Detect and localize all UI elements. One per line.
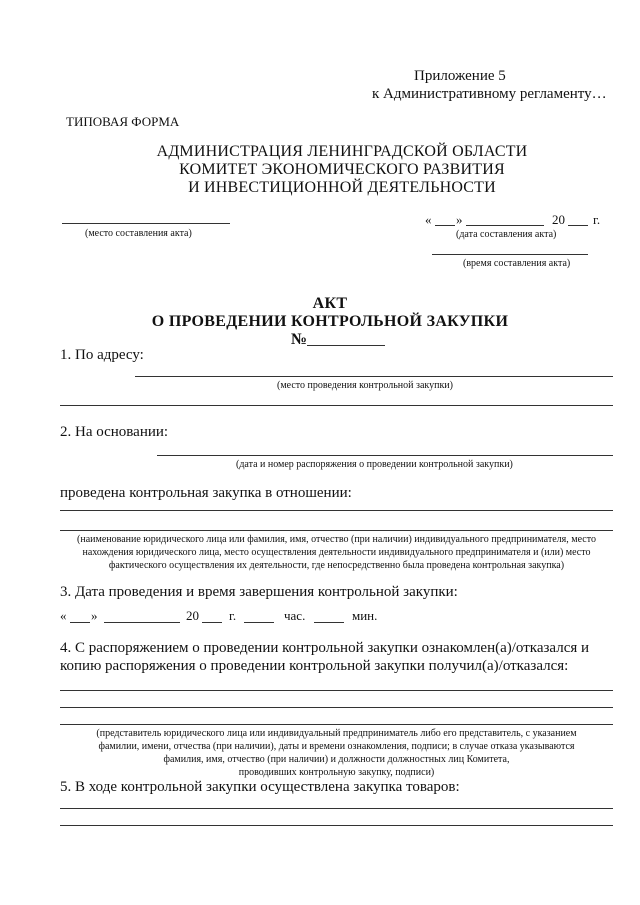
section-4-line-1: 4. С распоряжением о проведении контрольной закупки ознакомлен(а)/отказался и [60,640,590,656]
appendix-line-1: Приложение 5 [414,68,506,84]
conducted-caption-line-2: нахождения юридического лица, место осуществления деятельности индивидуального предпринимателя и (или) место [82,547,591,558]
section-4-caption-line-3: фамилия, имя, отчество (при наличии) и должности должностных лиц Комитета, [163,754,510,765]
section-4-line-2: копию распоряжения о проведении контрольной закупки получил(а)/отказался: [60,658,569,674]
section-2-line[interactable] [157,455,613,456]
section-5-label: 5. В ходе контрольной закупки осуществлена закупка товаров: [60,779,460,795]
conducted-caption-line-3: фактического осуществления их деятельности, где непосредственно была проведена контрольная закупка) [108,560,565,571]
section-3-minutes-label: мин. [352,608,378,623]
conducted-line-2[interactable] [60,530,613,531]
section-3-hours-line[interactable] [244,622,274,623]
section-3-year-suffix: г. [229,608,237,623]
place-caption: (место составления акта) [85,228,192,239]
act-title-line-2: О ПРОВЕДЕНИИ КОНТРОЛЬНОЙ ЗАКУПКИ [151,313,509,330]
section-4-fill-line-1[interactable] [60,690,613,691]
section-3-open-quote: « [60,608,67,623]
section-3-minutes-line[interactable] [314,622,344,623]
section-3-label: 3. Дата проведения и время завершения контрольной закупки: [60,584,458,600]
section-1-caption: (место проведения контрольной закупки) [277,380,453,391]
section-3-close-quote: » [91,608,98,623]
conducted-label: проведена контрольная закупка в отношении: [60,485,352,501]
section-4-caption-line-4: проводивших контрольную закупку, подписи) [238,767,435,778]
date-month-line[interactable] [466,225,544,226]
time-line[interactable] [432,254,588,255]
appendix-line-2: к Административному регламенту… [372,86,607,102]
section-1-label: 1. По адресу: [60,347,144,363]
section-2-caption: (дата и номер распоряжения о проведении контрольной закупки) [236,459,513,470]
date-open-quote: « [425,212,432,227]
date-day-line[interactable] [435,225,455,226]
organization-line-1: АДМИНИСТРАЦИЯ ЛЕНИНГРАДСКОЙ ОБЛАСТИ [156,143,528,160]
date-year-prefix: 20 [552,212,565,227]
section-3-year-line[interactable] [202,622,222,623]
form-type-label: ТИПОВАЯ ФОРМА [66,114,180,129]
act-number-line[interactable] [307,345,385,346]
section-5-fill-line-1[interactable] [60,808,613,809]
organization-line-3: И ИНВЕСТИЦИОННОЙ ДЕЯТЕЛЬНОСТИ [188,179,496,196]
section-4-fill-line-2[interactable] [60,707,613,708]
section-4-caption-line-1: (представитель юридического лица или индивидуальный предприниматель либо его представитель, с указанием [96,728,577,739]
place-line[interactable] [62,223,230,224]
section-3-month-line[interactable] [104,622,180,623]
act-number-sign: № [291,331,308,348]
section-2-label: 2. На основании: [60,424,169,440]
conducted-caption-line-1: (наименование юридического лица или фамилия, имя, отчество (при наличии) индивидуального предпринимателя, место [77,534,596,545]
date-year-line[interactable] [568,225,588,226]
date-caption: (дата составления акта) [456,229,557,240]
time-caption: (время составления акта) [463,258,571,269]
section-3-day-line[interactable] [70,622,90,623]
section-1-line-2[interactable] [60,405,613,406]
organization-line-2: КОМИТЕТ ЭКОНОМИЧЕСКОГО РАЗВИТИЯ [179,161,505,178]
section-3-year-prefix: 20 [186,608,199,623]
section-5-fill-line-2[interactable] [60,825,613,826]
date-close-quote: » [456,212,463,227]
date-year-suffix: г. [593,212,601,227]
section-1-line[interactable] [135,376,613,377]
section-4-fill-line-3[interactable] [60,724,613,725]
section-3-hours-label: час. [284,608,306,623]
conducted-line-1[interactable] [60,510,613,511]
section-4-caption-line-2: фамилии, имени, отчества (при наличии), даты и времени ознакомления, подписи; в случае отказа указываются [98,741,575,752]
act-title-line-1: АКТ [312,295,348,312]
